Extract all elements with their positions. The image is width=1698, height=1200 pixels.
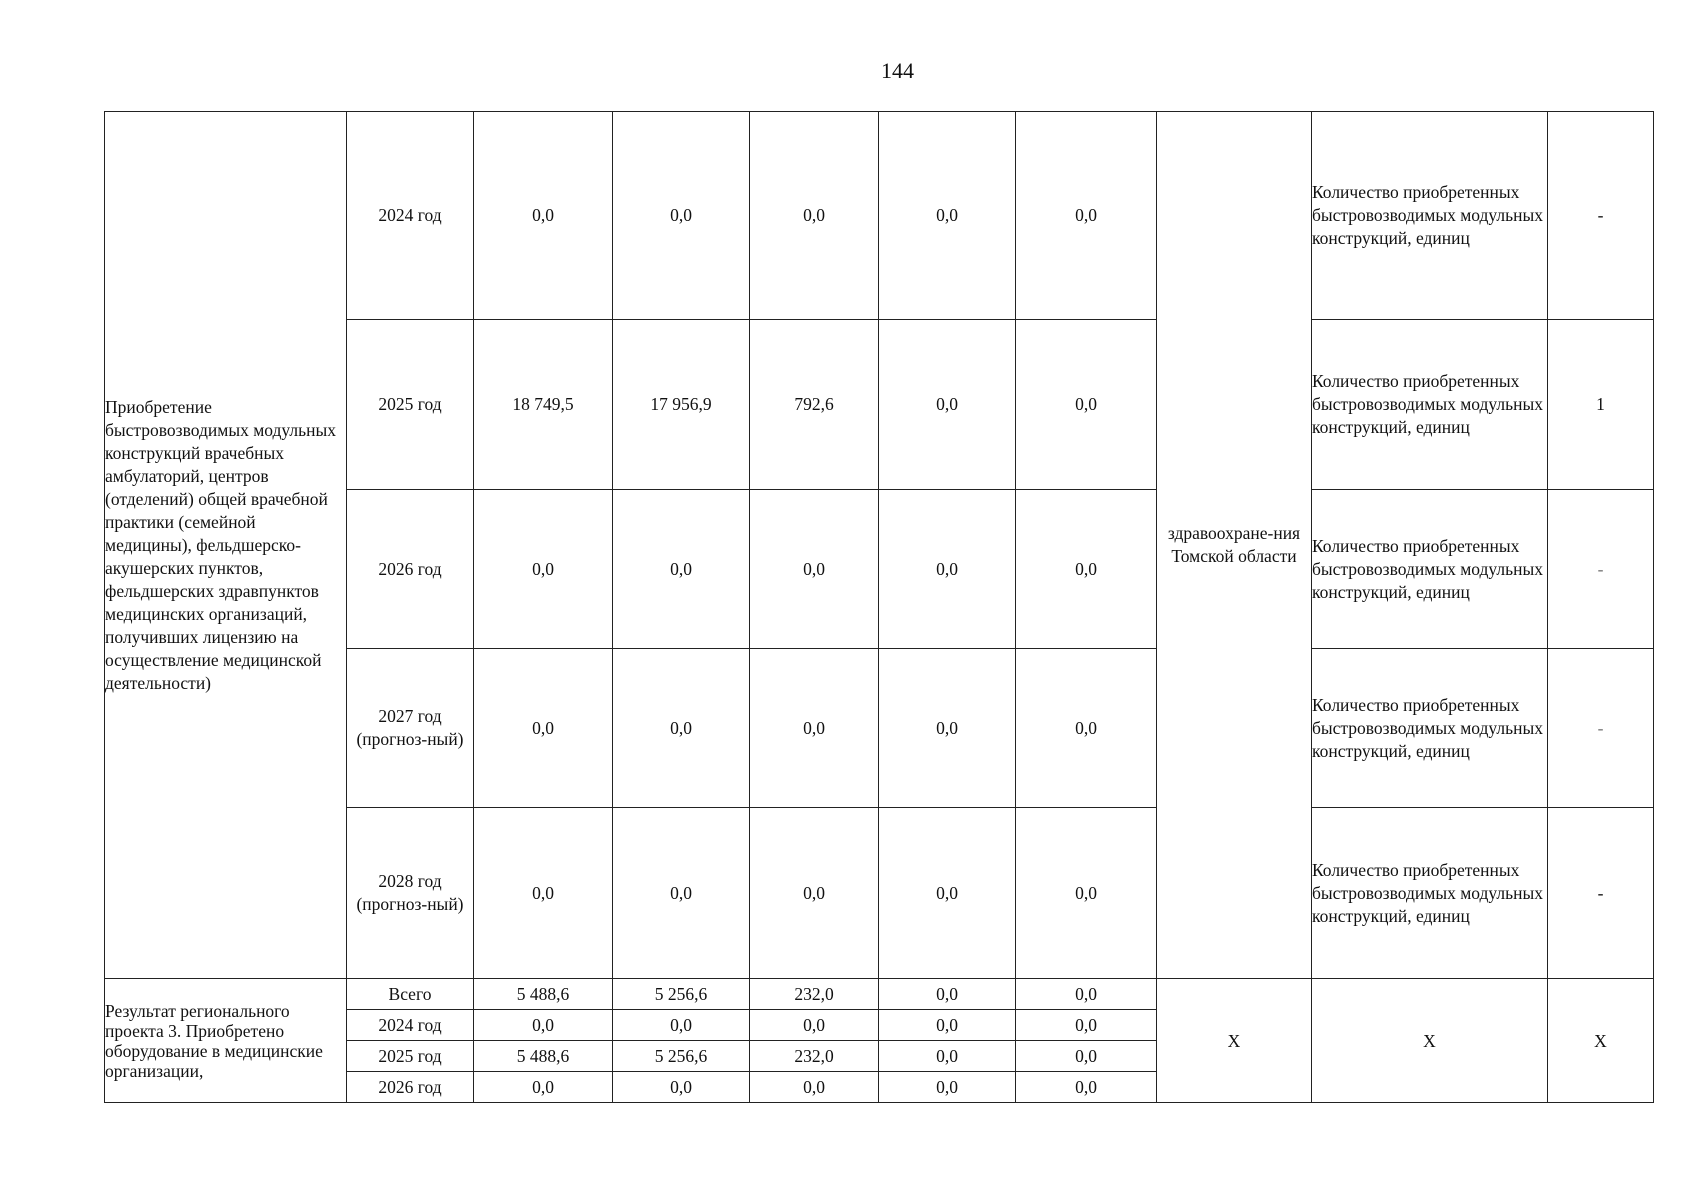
federal-budget-cell: 17 956,9: [613, 320, 750, 490]
regional-budget-cell: 0,0: [750, 649, 879, 808]
total-cell: 5 488,6: [474, 979, 613, 1010]
indicator-value-cell: -: [1548, 649, 1654, 808]
year-cell: 2025 год: [347, 320, 474, 490]
total-cell: 5 488,6: [474, 1041, 613, 1072]
total-cell: 0,0: [474, 649, 613, 808]
total-cell: 0,0: [474, 490, 613, 649]
local-budget-cell: 0,0: [879, 808, 1016, 979]
indicator-value-cell: -: [1548, 112, 1654, 320]
regional-budget-cell: 0,0: [750, 1072, 879, 1103]
year-cell: 2024 год: [347, 112, 474, 320]
indicator-cell: Количество приобретенных быстровозводимых модульных конструкций, единиц: [1312, 808, 1548, 979]
regional-budget-cell: 232,0: [750, 1041, 879, 1072]
year-cell: 2026 год: [347, 490, 474, 649]
regional-budget-cell: 0,0: [750, 1010, 879, 1041]
federal-budget-cell: 0,0: [613, 1010, 750, 1041]
regional-budget-cell: 232,0: [750, 979, 879, 1010]
indicator-value-cell: -: [1548, 490, 1654, 649]
federal-budget-cell: 0,0: [613, 1072, 750, 1103]
table-row: [105, 979, 1654, 1010]
indicator-value-cell: -: [1548, 808, 1654, 979]
local-budget-cell: 0,0: [879, 320, 1016, 490]
indicator-cell: Количество приобретенных быстровозводимых модульных конструкций, единиц: [1312, 112, 1548, 320]
other-sources-cell: 0,0: [1016, 1072, 1157, 1103]
responsible-org-cell: здравоохране-ния Томской области: [1157, 112, 1312, 979]
total-cell: 0,0: [474, 1072, 613, 1103]
federal-budget-cell: 5 256,6: [613, 1041, 750, 1072]
total-cell: 0,0: [474, 808, 613, 979]
other-sources-cell: 0,0: [1016, 1041, 1157, 1072]
other-sources-cell: 0,0: [1016, 320, 1157, 490]
year-cell: 2025 год: [347, 1041, 474, 1072]
federal-budget-cell: 5 256,6: [613, 979, 750, 1010]
year-cell: 2024 год: [347, 1010, 474, 1041]
indicator-cell: Количество приобретенных быстровозводимых модульных конструкций, единиц: [1312, 320, 1548, 490]
federal-budget-cell: 0,0: [613, 490, 750, 649]
regional-budget-cell: 0,0: [750, 112, 879, 320]
indicator-cell: Количество приобретенных быстровозводимых модульных конструкций, единиц: [1312, 649, 1548, 808]
other-sources-cell: 0,0: [1016, 1010, 1157, 1041]
regional-budget-cell: 0,0: [750, 808, 879, 979]
page-number: 144: [881, 58, 914, 83]
other-sources-cell: 0,0: [1016, 649, 1157, 808]
local-budget-cell: 0,0: [879, 1041, 1016, 1072]
federal-budget-cell: 0,0: [613, 808, 750, 979]
local-budget-cell: 0,0: [879, 490, 1016, 649]
indicator-cell: Количество приобретенных быстровозводимых модульных конструкций, единиц: [1312, 490, 1548, 649]
indicator-cell: Х: [1312, 979, 1548, 1103]
year-cell: 2026 год: [347, 1072, 474, 1103]
regional-budget-cell: 0,0: [750, 490, 879, 649]
local-budget-cell: 0,0: [879, 1010, 1016, 1041]
other-sources-cell: 0,0: [1016, 808, 1157, 979]
other-sources-cell: 0,0: [1016, 490, 1157, 649]
budget-table: [104, 111, 1654, 1103]
total-cell: 0,0: [474, 112, 613, 320]
other-sources-cell: 0,0: [1016, 979, 1157, 1010]
year-cell: 2028 год (прогноз-ный): [347, 808, 474, 979]
local-budget-cell: 0,0: [879, 979, 1016, 1010]
federal-budget-cell: 0,0: [613, 649, 750, 808]
local-budget-cell: 0,0: [879, 112, 1016, 320]
local-budget-cell: 0,0: [879, 1072, 1016, 1103]
responsible-org-cell: Х: [1157, 979, 1312, 1103]
federal-budget-cell: 0,0: [613, 112, 750, 320]
year-cell: Всего: [347, 979, 474, 1010]
indicator-value-cell: Х: [1548, 979, 1654, 1103]
result-name-cell: Результат регионального проекта 3. Приобретено оборудование в медицинские организации,: [105, 979, 347, 1103]
year-cell: 2027 год (прогноз-ный): [347, 649, 474, 808]
indicator-value-cell: 1: [1548, 320, 1654, 490]
event-name-cell: Приобретение быстровозводимых модульных конструкций врачебных амбулаторий, центров (отделений) общей врачебной практики (семейной медицины), фельдшерско-акушерских пунктов, фельдшерских здравпунктов медицинских организаций, получивших лицензию на осуществление медицинской деятельности): [105, 112, 347, 979]
regional-budget-cell: 792,6: [750, 320, 879, 490]
local-budget-cell: 0,0: [879, 649, 1016, 808]
total-cell: 18 749,5: [474, 320, 613, 490]
total-cell: 0,0: [474, 1010, 613, 1041]
other-sources-cell: 0,0: [1016, 112, 1157, 320]
table-row: [105, 112, 1654, 320]
